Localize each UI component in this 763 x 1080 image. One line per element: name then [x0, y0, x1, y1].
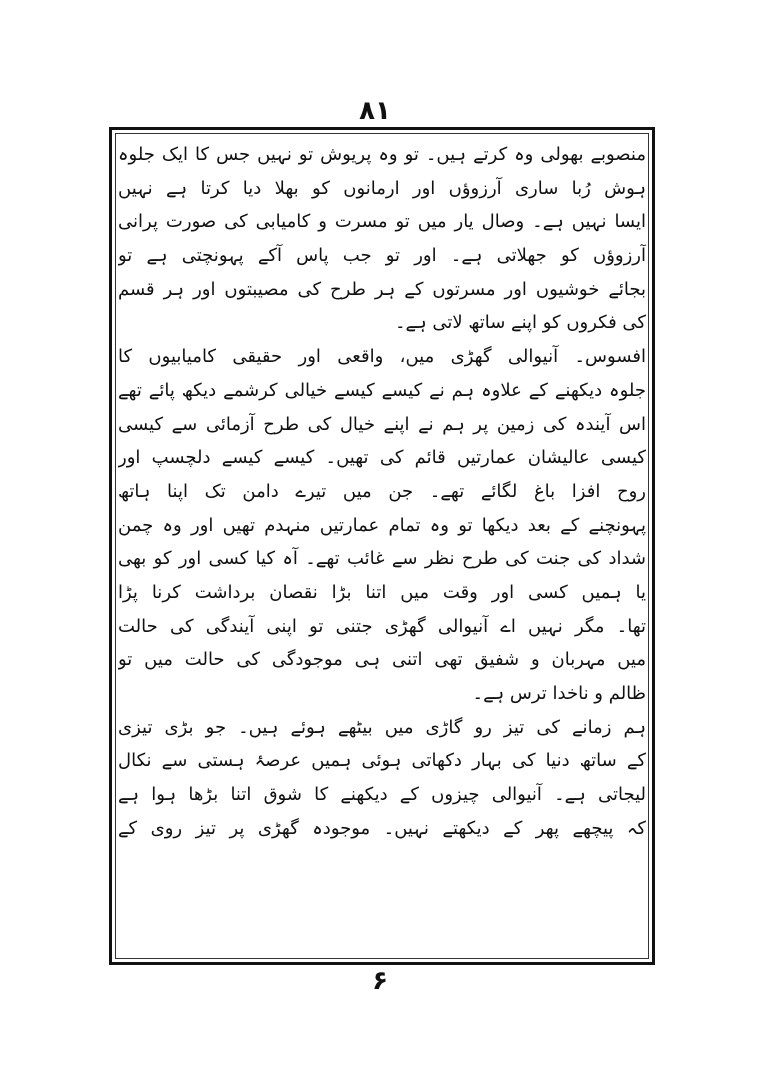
text-line: آرزوؤں کو جھلاتی ہے۔ اور تو جب پاس آکے پہونچتی ہے تو — [118, 245, 646, 267]
text-line: شداد کی جنت کی طرح نظر سے غائب تھے۔ آہ کیا کسی اور کو بھی — [118, 548, 646, 570]
text-line: ایسا نہیں ہے۔ وصال یار میں تو مسرت و کامیابی کی صورت پرانی — [118, 211, 646, 233]
text-line: ہم زمانے کی تیز رو گاڑی میں بیٹھے ہوئے ہیں۔ جو بڑی تیزی — [118, 716, 646, 738]
footer-number: ۶ — [372, 966, 388, 996]
text-line: روح افزا باغ لگائے تھے۔ جن میں تیرے دامن تک اپنا ہاتھ — [118, 480, 646, 502]
text-line: کہ پیچھے پھر کے دیکھتے نہیں۔ موجودہ گھڑی پر تیز روی کے — [118, 817, 646, 839]
text-line: جلوہ دیکھنے کے علاوہ ہم نے کیسے کیسے خیالی کرشمے دیکھ پائے تھے — [118, 379, 646, 401]
text-line: کی فکروں کو اپنے ساتھ لاتی ہے۔ — [394, 312, 646, 334]
page-number: ۸۱ — [359, 96, 391, 126]
text-line: بجائے خوشیوں اور مسرتوں کے ہر طرح کی مصیبتوں اور ہر قسم — [118, 278, 646, 300]
text-line: ظالم و ناخدا ترس ہے۔ — [472, 683, 646, 704]
text-line: پہونچنے کے بعد دیکھا تو وہ تمام عمارتیں منہدم تھیں اور وہ چمن — [118, 514, 646, 536]
text-line: لیجاتی ہے۔ آنیوالی چیزوں کے دیکھنے کا شوق اتنا بڑھا ہوا ہے — [118, 784, 646, 806]
text-line: کے ساتھ دنیا کی بہار دکھاتی ہوئی ہمیں عرصۂ ہستی سے نکال — [118, 750, 646, 772]
text-line: کیسی عالیشان عمارتیں قائم کی تھیں۔ کیسے کیسے دلچسپ اور — [118, 447, 646, 469]
text-line: میں مہربان و شفیق تھی اتنی ہی موجودگی کی حالت میں تو — [118, 649, 646, 671]
text-line: ہوش رُبا ساری آرزوؤں اور ارمانوں کو بھلا دیا کرتا ہے نہیں — [118, 177, 646, 199]
text-line: اس آیندہ کی زمین پر ہم نے اپنے خیال کی طرح آزمائی سے کیسی — [118, 413, 646, 435]
body-text — [118, 138, 646, 845]
text-line: منصوبے بھولی وہ کرتے ہیں۔ تو وہ پریوش تو نہیں جس کا ایک جلوہ — [118, 144, 646, 165]
text-line: یا ہمیں کسی اور وقت میں اتنا بڑا نقصان برداشت کرنا پڑا — [118, 581, 646, 603]
text-line: تھا۔ مگر نہیں اے آنیوالی گھڑی جتنی تو اپنی آیندگی کی حالت — [118, 615, 646, 637]
text-line: افسوس۔ آنیوالی گھڑی میں، واقعی اور حقیقی کامیابیوں کا — [118, 346, 646, 368]
